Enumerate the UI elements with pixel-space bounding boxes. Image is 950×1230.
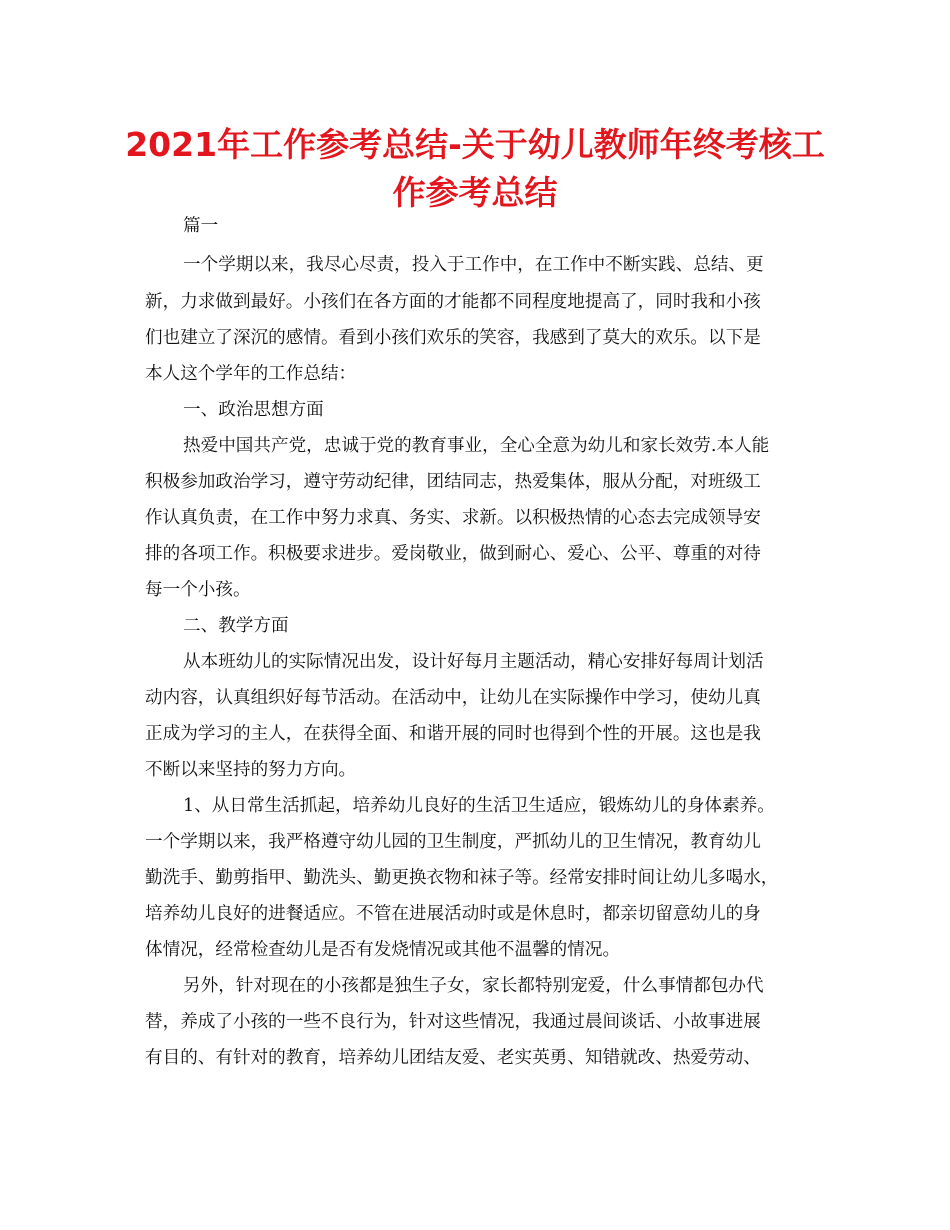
paragraph-line: 培养幼儿良好的进餐适应。不管在进展活动时或是休息时，都亲切留意幼儿的身 (145, 904, 761, 924)
document-title-line-2: 作参考总结 (392, 173, 558, 212)
paragraph-line: 作认真负责，在工作中努力求真、务实、求新。以积极热情的心态去完成领导安 (145, 508, 761, 528)
paragraph-line: 有目的、有针对的教育，培养幼儿团结友爱、老实英勇、知错就改、热爱劳动、 (145, 1048, 761, 1068)
section-heading: 一、政治思想方面 (183, 400, 324, 420)
paragraph-line: 替，养成了小孩的一些不良行为，针对这些情况，我通过晨间谈话、小故事进展 (145, 1012, 761, 1032)
paragraph-line: 积极参加政治学习，遵守劳动纪律，团结同志，热爱集体，服从分配，对班级工 (145, 472, 761, 492)
section-label-pian-yi: 篇一 (183, 216, 219, 236)
paragraph-line: 正成为学习的主人，在获得全面、和谐开展的同时也得到个性的开展。这也是我 (145, 724, 761, 744)
paragraph-line: 排的各项工作。积极要求进步。爱岗敬业，做到耐心、爱心、公平、尊重的对待 (145, 544, 761, 564)
paragraph-line: 本人这个学年的工作总结： (145, 364, 357, 384)
paragraph-line: 另外，针对现在的小孩都是独生子女，家长都特别宠爱，什么事情都包办代 (183, 976, 764, 996)
paragraph-line: 每一个小孩。 (145, 580, 251, 600)
paragraph-line: 1、从日常生活抓起，培养幼儿良好的生活卫生适应，锻炼幼儿的身体素养。 (183, 796, 775, 816)
paragraph-line: 一个学期以来，我严格遵守幼儿园的卫生制度，严抓幼儿的卫生情况，教育幼儿 (145, 832, 761, 852)
paragraph-line: 热爱中国共产党，忠诚于党的教育事业，全心全意为幼儿和家长效劳.本人能 (183, 436, 770, 456)
document-title-line-1: 2021年工作参考总结-关于幼儿教师年终考核工 (125, 125, 825, 164)
paragraph-line: 们也建立了深沉的感情。看到小孩们欢乐的笑容，我感到了莫大的欢乐。以下是 (145, 328, 761, 348)
paragraph-line: 体情况，经常检查幼儿是否有发烧情况或其他不温馨的情况。 (145, 940, 621, 960)
section-heading: 二、教学方面 (183, 616, 289, 636)
paragraph-line: 动内容，认真组织好每节活动。在活动中，让幼儿在实际操作中学习，使幼儿真 (145, 688, 761, 708)
paragraph-line: 从本班幼儿的实际情况出发，设计好每月主题活动，精心安排好每周计划活 (183, 652, 764, 672)
paragraph-line: 一个学期以来，我尽心尽责，投入于工作中，在工作中不断实践、总结、更 (183, 255, 764, 275)
paragraph-line: 不断以来坚持的努力方向。 (145, 760, 357, 780)
paragraph-line: 勤洗手、勤剪指甲、勤洗头、勤更换衣物和袜子等。经常安排时间让幼儿多喝水， (145, 868, 779, 888)
paragraph-line: 新，力求做到最好。小孩们在各方面的才能都不同程度地提高了，同时我和小孩 (145, 292, 761, 312)
